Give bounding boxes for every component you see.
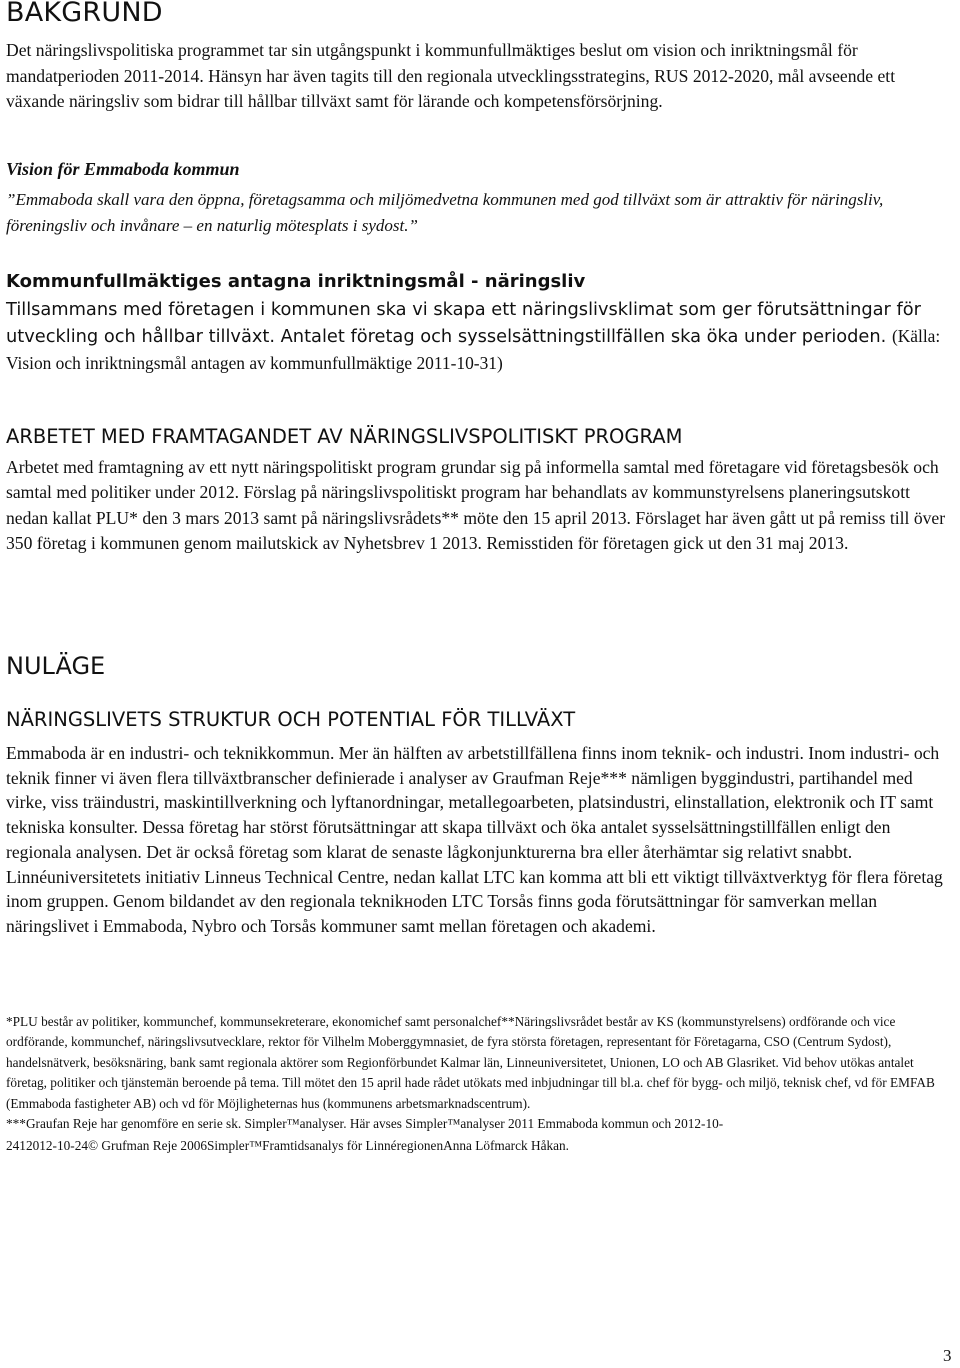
- goal-paragraph: [6, 296, 950, 377]
- struktur-paragraph: Emmaboda är en industri- och teknikkommun. Mer än hälften av arbetstillfällena finns inom teknik- och industri. Inom industri- och teknik finner vi även flera tillväxtbranscher definierade i analyser av Graufman Reje*** nämligen byggindustri, partihandel med virke, viss träindustri, maskintillverkning och lyftanordningar, metallegoarbeten, platsindustri, elinstallation, elektronik och IT samt tekniska konsulter. Dessa företag har störst förutsättningar att skapa tillväxt och öka antalet sysselsättningstillfällen enligt den regionala analysen. Det är också företag som klarat de senaste lågkonjunkturerna bra eller återhämtar sig relativt snabbt. Linnéuniversitetets initiativ Linneus Technical Centre, nedan kallat LTC kan komma att bli ett viktigt tillväxtverktyg för flera företag inom gruppen. Genom bildandet av den regionala teknikноden LTC Torsås finns goda förutsättningar för samverkan mellan näringslivet i Emmaboda, Nybro och Torsås kommuner samt mellan företagen och akademi.: [6, 743, 943, 936]
- footnote-plu-radet: *PLU består av politiker, kommunchef, kommunsekreterare, ekonomichef samt personalchef**Näringslivsrådet består av KS (kommunstyrelsens) ordförande och vice ordförande, kommunchef, näringslivsutvecklare, rektor för Vilhelm Moberggymnasiet, de fyra största företagen, representant för Företagarna, CSO (Centrum Sydost), handelsnätverk, besöksnäring, bank samt regionala aktörer som Regionförbundet Kalmar län, Linneuniversitetet, Unionen, LO och AB Glasriket. Vid behov utökas antalet företag, politiker och tjänstemän beroende på tema. Till mötet den 15 april hade rådet utökats med inbjudningar till bl.a. chef för bygg- och miljö, teknisk chef, vd för EMFAB (Emmaboda fastigheter AB) och vd för Möjligheternas hus (kommunens arbetsmarknadscentrum).: [6, 1014, 935, 1111]
- section-title-nulage: NULÄGE: [6, 652, 106, 680]
- vision-heading: Vision för Emmaboda kommun: [6, 159, 240, 179]
- goal-source-citation: (Källa: Vision och inriktningsmål antagen av kommunfullmäktige 2011-10-31): [6, 326, 941, 373]
- footnote-references: 2412012-10-24© Grufman Reje 2006Simpler™Framtidsanalys för LinnéregionenAnna Löfmarck Håkan.: [6, 1138, 569, 1154]
- footnotes: [6, 1012, 952, 1158]
- intro-paragraph: Det näringslivspolitiska programmet tar sin utgångspunkt i kommunfullmäktiges beslut om vision och inriktningsmål för mandatperioden 2011-2014. Hänsyn har även tagits till den regionala utvecklingsstrategins, RUS 2012-2020, mål avseende ett växande näringsliv som bidrar till hållbar tillväxt samt för lärande och kompetensförsörjning.: [6, 40, 896, 111]
- arbetet-paragraph: Arbetet med framtagning av ett nytt näringspolitiskt program grundar sig på informella samtal med företagare vid företagsbesök och samtal med politiker under 2012. Förslag på näringslivspolitiskt program har behandlats av kommunstyrelsens planeringsutskott nedan kallat PLU* den 3 mars 2013 samt på näringslivsrådets** möte den 15 april 2013. Förslaget har även gått ut på remiss till över 350 företag i kommunen genom mailutskick av Nyhetsbrev 1 2013. Remisstiden för företagen gick ut den 31 maj 2013.: [6, 457, 946, 553]
- footnote-graufman: ***Graufan Reje har genomföre en serie sk. Simpler™analyser. Här avses Simpler™analyser 2011 Emmaboda kommun och 2012-10-: [6, 1116, 724, 1132]
- subsection-title-struktur: NÄRINGSLIVETS STRUKTUR OCH POTENTIAL FÖR TILLVÄXT: [6, 708, 576, 731]
- goal-statement: Tillsammans med företagen i kommunen ska vi skapa ett näringslivsklimat som ger förutsättningar för utveckling och hållbar tillväxt. Antalet företag och sysselsättningstillfällen ska öka under perioden.: [6, 299, 921, 347]
- goal-heading: Kommunfullmäktiges antagna inriktningsmål - näringsliv: [6, 271, 586, 292]
- vision-statement: ”Emmaboda skall vara den öppna, företagsamma och miljömedvetna kommunen med god tillväxt som är attraktiv för näringsliv, föreningsliv och invånare – en naturlig mötesplats i sydost.”: [6, 190, 884, 235]
- section-title-arbetet: ARBETET MED FRAMTAGANDET AV NÄRINGSLIVSPOLITISKT PROGRAM: [6, 425, 683, 448]
- section-title-bakgrund: BAKGRUND: [6, 0, 163, 28]
- page-number: 3: [943, 1346, 952, 1365]
